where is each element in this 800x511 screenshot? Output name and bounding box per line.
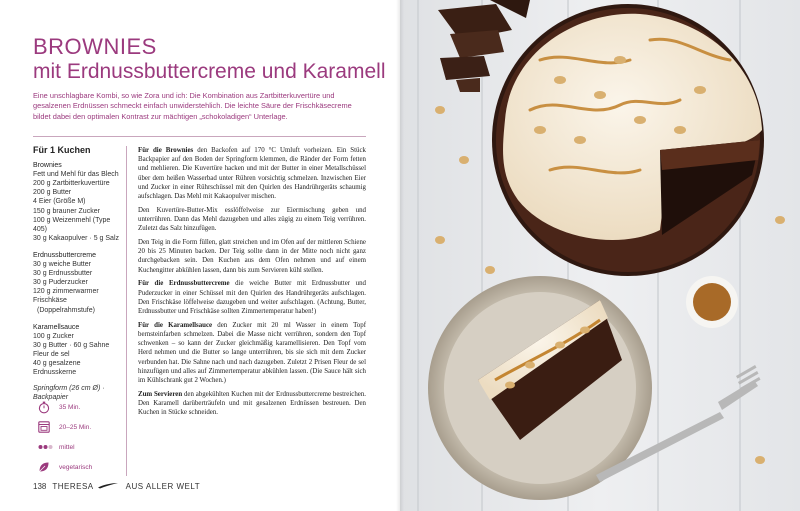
- leaf-icon: [38, 460, 54, 474]
- meta-time-text: 35 Min.: [59, 403, 81, 411]
- ingredient-item: (Doppelrahmstufe): [37, 306, 95, 314]
- ingredient-item: 30 g Kakaopulver · 5 g Salz: [33, 234, 119, 242]
- ingredient-item: 150 g brauner Zucker: [33, 207, 100, 215]
- recipe-meta: [38, 398, 92, 478]
- ingredient-item: 200 g Butter: [33, 189, 72, 197]
- instruction-step: [138, 206, 366, 234]
- instruction-step: [138, 321, 366, 385]
- meta-diet-text: vegetarisch: [59, 463, 93, 471]
- divider: [33, 136, 366, 137]
- ingredient-item: 30 g weiche Butter: [33, 261, 91, 269]
- step-lead: Zum Servieren: [138, 390, 183, 398]
- ingredient-item: 30 g Erdnussbutter: [33, 270, 93, 278]
- book-gutter: [396, 0, 404, 511]
- serves-label: Für 1 Kuchen: [33, 145, 91, 155]
- ingredient-item: 30 g Puderzucker: [33, 279, 88, 287]
- stopwatch-icon: [38, 400, 54, 414]
- swoosh-icon: [97, 482, 119, 491]
- ingredients-column: [33, 146, 123, 402]
- ingredient-item: 200 g Zartbitterkuvertüre: [33, 180, 110, 188]
- ingredient-item: 100 g Zucker: [33, 332, 74, 340]
- ingredient-item: 120 g zimmerwarmer Frischkäse: [33, 288, 99, 305]
- ingredient-group-title: Erdnussbuttercreme: [33, 251, 97, 259]
- instruction-step: [138, 146, 366, 201]
- meta-difficulty: [38, 438, 92, 456]
- meta-time: [38, 398, 92, 416]
- column-divider: [126, 146, 127, 476]
- difficulty-icon: [38, 440, 54, 454]
- instruction-step: [138, 279, 366, 316]
- ingredient-group-title: Karamellsauce: [33, 323, 80, 331]
- ingredient-group-title: Brownies: [33, 162, 62, 170]
- ingredient-item: 40 g gesalzene Erdnusskerne: [33, 359, 81, 377]
- step-text: den Backofen auf 170 °C Umluft vorheizen. Ein Stück Backpapier auf den Boden der Springform klemmen, die Ränder der Form fetten und mehlieren. Die Kuvertüre hacken und mit der Butter in einer Metallschüssel über dem heißen Wasserbad unter Rühren vorsichtig schmelzen. Inzwischen Eier und Zucker in einer Rührschüssel mit den Quirlen des Handrührgeräts schaumig aufschlagen. Das Mehl mit Kakaopulver mischen.: [138, 147, 366, 201]
- photo-page: [400, 0, 800, 511]
- step-text: Den Teig in die Form füllen, glatt streichen und im Ofen auf der mittleren Schiene 20 bis 25 Minuten backen. Der Teig sollte dann in der Mitte noch nicht ganz durchgebacken sein. Den Kuchen aus dem Ofen nehmen und auf einem Kuchengitter abkühlen lassen, dann bis zum Servieren kühl stellen.: [138, 239, 366, 274]
- ingredient-group-caramel: [33, 323, 123, 378]
- instructions: [138, 146, 366, 422]
- recipe-subtitle-text: mit Erdnussbuttercreme und Karamell: [33, 60, 386, 83]
- step-lead: Für die Erdnussbuttercreme: [138, 280, 230, 288]
- meta-bake: [38, 418, 92, 436]
- step-text: Den Kuvertüre-Butter-Mix esslöffelweise zur Eiermischung geben und unterrühren. Dann das Mehl dazugeben und alles zügig zu einem Teig verrühren. Zuletzt das Salz hinzufügen.: [138, 206, 366, 233]
- oven-icon: [38, 420, 54, 434]
- food-photo: [400, 0, 800, 511]
- step-lead: Für die Karamellsauce: [138, 321, 213, 329]
- ingredient-item: 4 Eier (Größe M): [33, 198, 86, 206]
- instruction-step: [138, 390, 366, 418]
- instruction-step: [138, 238, 366, 275]
- caramel-bowl: [686, 276, 738, 328]
- meta-difficulty-text: mittel: [59, 443, 75, 451]
- book-brand: THERESA: [52, 482, 94, 491]
- page-number: 138: [33, 482, 47, 491]
- ingredient-item: 30 g Butter · 60 g Sahne: [33, 341, 110, 349]
- ingredient-item: Fett und Mehl für das Blech: [33, 171, 119, 179]
- ingredient-item: 100 g Weizenmehl (Type 405): [33, 216, 111, 233]
- meta-bake-text: 20–25 Min.: [59, 423, 92, 431]
- section-name: AUS ALLER WELT: [125, 482, 201, 491]
- step-text: die weiche Butter mit Erdnussbutter und Puderzucker in einer Schüssel mit den Quirlen des Handrührgeräts aufschlagen. Den Frischkäse löffelweise dazugeben und weiter aufschlagen. (Achtung, Butter, Erdnussbutter und Frischkäse sollten Zimmertemperatur haben!): [138, 280, 366, 316]
- intro-text: Eine unschlagbare Kombi, so wie Zora und ich: Die Kombination aus Zartbitterkuvertüre und gesalzenen Erdnüssen schmeckt einfach unwiderstehlich. Die leichte Säure der Frischkäsecreme bildet dabei den optimalen Kontrast zur mächtigen „schokoladigen“ Unterlage.: [33, 91, 352, 121]
- baking-form: Springform (26 cm Ø) · Backpapier: [33, 385, 105, 402]
- ingredient-item: Fleur de sel: [33, 350, 70, 358]
- recipe-title: BROWNIES: [33, 34, 157, 59]
- recipe-subtitle: [33, 60, 385, 84]
- step-text: den Zucker mit 20 ml Wasser in einem Topf bernsteinfarben schmelzen. Dabei die Masse nicht verrühren, sondern den Topf schwenken – so kann der Zucker gleichmäßig karamellisieren. Den Topf vom Herd nehmen und die Butter so lange unterrühren, bis sie sich mit dem Zucker verbunden hat. Die Sahne nach und nach dazugeben. Zuletzt 2 Prisen Fleur de sel hinzufügen und alles auf Zimmertemperatur abkühlen lassen. (Die Sauce hält sich im Kühlschrank gut 2 Wochen.): [138, 321, 366, 385]
- ingredient-group-brownies: [33, 161, 123, 243]
- step-text: den abgekühlten Kuchen mit der Erdnussbuttercreme bestreichen. Den Karamell darüberträufeln und mit gesalzenen Erdnüssen bestreuen. Den Kuchen in Stücke schneiden.: [138, 390, 366, 417]
- meta-diet: [38, 458, 92, 476]
- ingredient-group-cream: [33, 251, 123, 315]
- page-footer: [33, 482, 200, 491]
- step-lead: Für die Brownies: [138, 147, 194, 154]
